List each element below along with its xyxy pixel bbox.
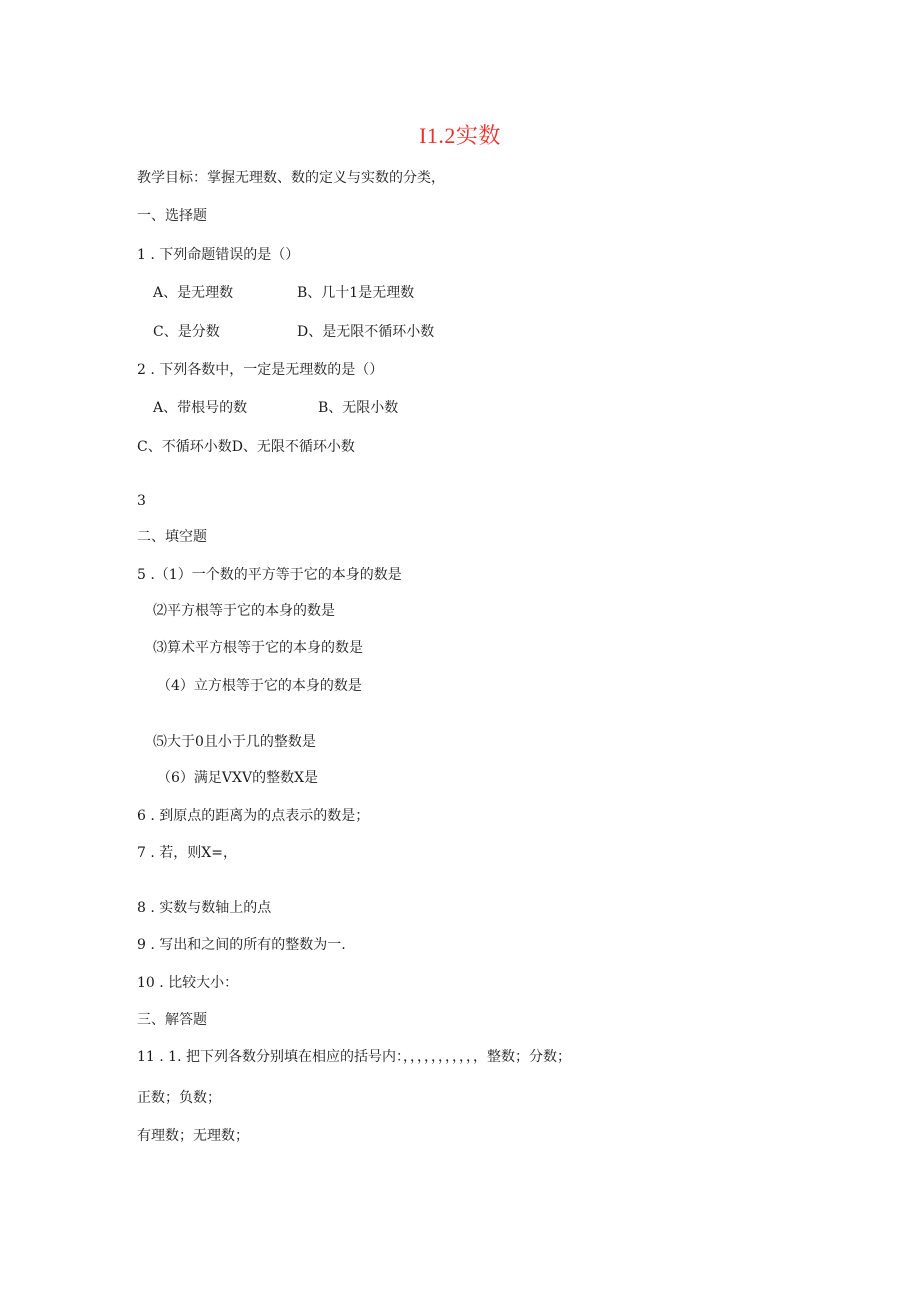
question-1-option-b: B、几十1是无理数 bbox=[297, 285, 415, 301]
section-heading-solve: 三、解答题 bbox=[137, 1012, 207, 1028]
question-5-part-2: ⑵平方根等于它的本身的数是 bbox=[153, 603, 335, 619]
question-5-part-4: （4）立方根等于它的本身的数是 bbox=[157, 678, 362, 694]
question-10: 10 . 比较大小： bbox=[137, 975, 239, 991]
question-1-option-c: C、是分数 bbox=[153, 324, 220, 340]
question-11-stem: 11 . 1. 把下列各数分别填在相应的括号内：，，，，，，，，，，，整数；分数； bbox=[137, 1049, 571, 1065]
question-2-option-b: B、无限小数 bbox=[318, 400, 399, 416]
question-8: 8 . 实数与数轴上的点 bbox=[137, 900, 272, 916]
question-6: 6 . 到原点的距离为的点表示的数是； bbox=[137, 808, 370, 824]
question-9: 9 . 写出和之间的所有的整数为一. bbox=[137, 937, 346, 953]
question-2-option-a: A、带根号的数 bbox=[153, 400, 248, 416]
document-title: I1.2实数 bbox=[419, 123, 501, 148]
question-2-options-cd: C、不循环小数D、无限不循环小数 bbox=[137, 439, 355, 455]
question-1-option-d: D、是无限不循环小数 bbox=[297, 324, 435, 340]
section-heading-fill: 二、填空题 bbox=[137, 529, 207, 545]
question-11-line-3: 有理数；无理数； bbox=[137, 1128, 249, 1144]
section-heading-choice: 一、选择题 bbox=[137, 208, 207, 224]
question-5-part-6: （6）满足VXV的整数X是 bbox=[157, 770, 319, 786]
question-1-option-a: A、是无理数 bbox=[153, 285, 234, 301]
question-5-stem: 5 .（1）一个数的平方等于它的本身的数是 bbox=[137, 567, 402, 583]
question-3-number: 3 bbox=[137, 493, 146, 509]
teaching-objective: 教学目标：掌握无理数、数的定义与实数的分类， bbox=[137, 170, 445, 186]
question-2-stem: 2 . 下列各数中，一定是无理数的是（） bbox=[137, 362, 384, 378]
question-1-stem: 1 . 下列命题错误的是（） bbox=[137, 247, 300, 263]
question-5-part-3: ⑶算术平方根等于它的本身的数是 bbox=[153, 640, 363, 656]
question-7: 7 . 若，则X=， bbox=[137, 845, 237, 861]
question-11-line-2: 正数；负数； bbox=[137, 1090, 221, 1106]
question-5-part-5: ⑸大于0且小于几的整数是 bbox=[153, 734, 316, 750]
